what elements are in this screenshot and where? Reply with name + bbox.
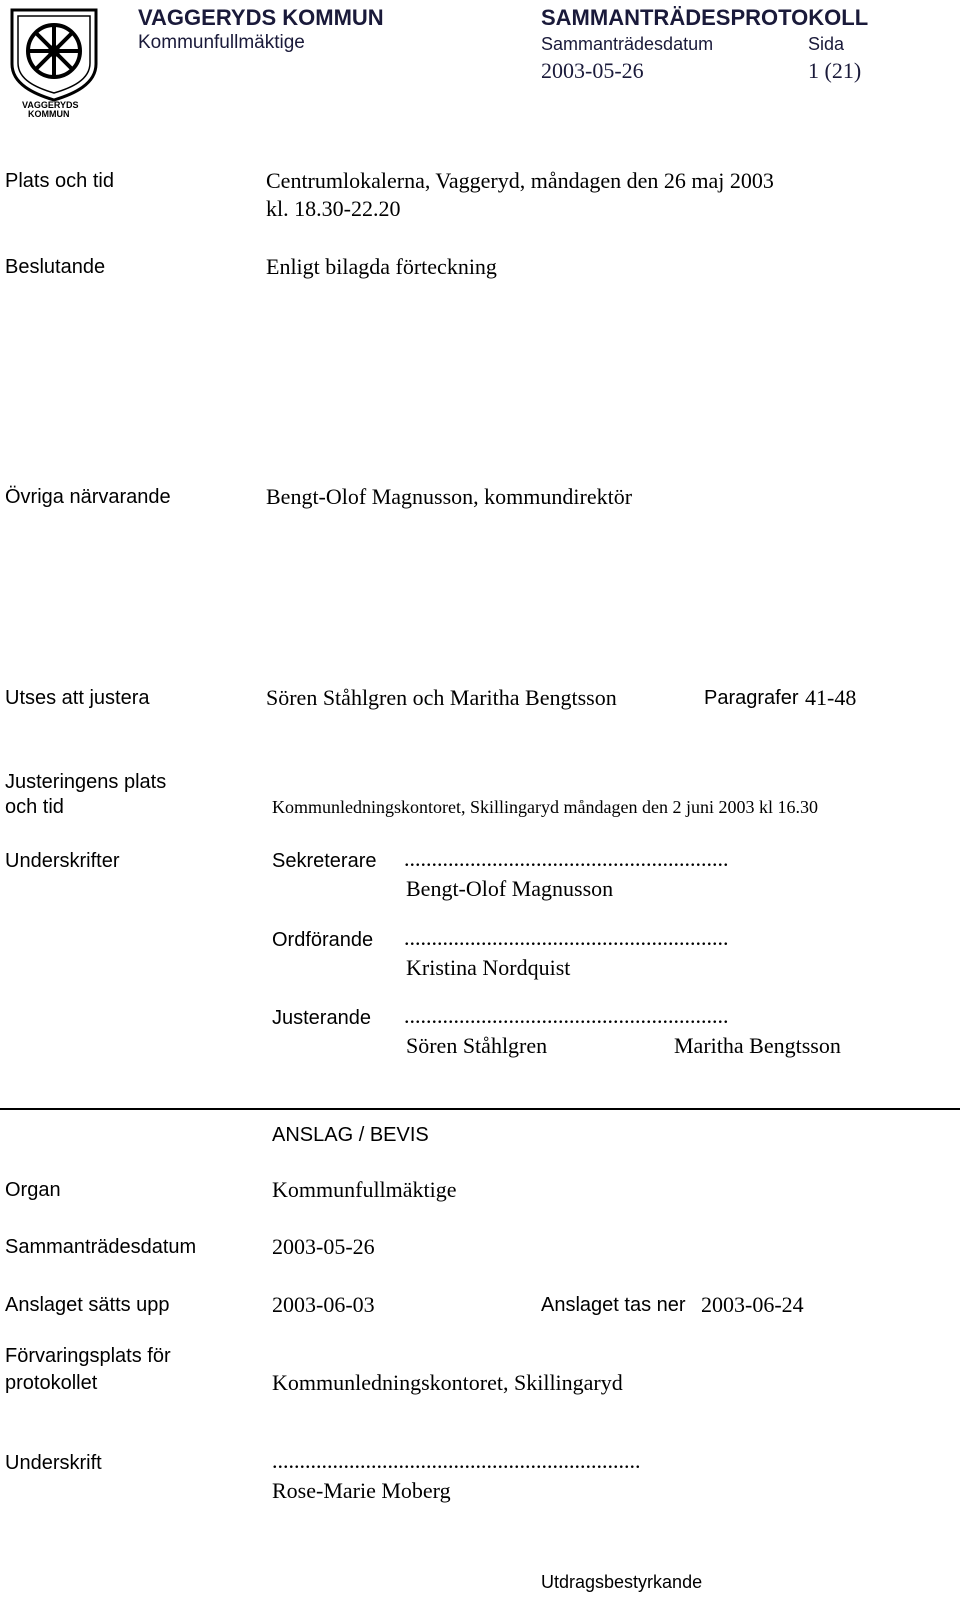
municipality-name: VAGGERYDS KOMMUN — [138, 5, 384, 30]
adjusters-label: Utses att justera — [5, 687, 150, 709]
place-time-label: Plats och tid — [5, 170, 114, 192]
adjusters-value: Sören Ståhlgren och Maritha Bengtsson — [266, 685, 617, 710]
adjuster-label: Justerande — [272, 1007, 371, 1029]
paragraphs-value: 41-48 — [805, 685, 857, 710]
notice-signature-line: ................................................................... — [272, 1448, 641, 1473]
page-number: 1 (21) — [808, 58, 862, 83]
place-time-line2: kl. 18.30-22.20 — [266, 196, 401, 221]
posted-value: 2003-06-03 — [272, 1292, 375, 1317]
notice-signature-name: Rose-Marie Moberg — [272, 1478, 451, 1503]
secretary-signature-line: ........................................................... — [404, 846, 729, 871]
municipality-logo — [8, 6, 100, 118]
place-time-line1: Centrumlokalerna, Vaggeryd, måndagen den 26 maj 2003 — [266, 168, 774, 193]
secretary-name: Bengt-Olof Magnusson — [406, 876, 614, 901]
document-type: SAMMANTRÄDESPROTOKOLL — [541, 5, 869, 30]
secretary-label: Sekreterare — [272, 850, 377, 872]
council-name: Kommunfullmäktige — [138, 32, 305, 53]
chair-label: Ordförande — [272, 929, 374, 951]
adjust-place-label-2: och tid — [5, 796, 64, 818]
storage-label-2: protokollet — [5, 1372, 98, 1394]
logo-text-line2: KOMMUN — [28, 109, 70, 119]
adjuster-name-2: Maritha Bengtsson — [674, 1033, 841, 1058]
notice-title: ANSLAG / BEVIS — [272, 1124, 429, 1146]
deciding-label: Beslutande — [5, 256, 106, 278]
signatures-label: Underskrifter — [5, 850, 120, 872]
others-present-value: Bengt-Olof Magnusson, kommundirektör — [266, 484, 633, 509]
adjust-place-value: Kommunledningskontoret, Skillingaryd måndagen den 2 juni 2003 kl 16.30 — [272, 797, 818, 817]
page-label: Sida — [808, 34, 845, 54]
posted-label: Anslaget sätts upp — [5, 1294, 170, 1316]
organ-value: Kommunfullmäktige — [272, 1177, 457, 1202]
storage-value: Kommunledningskontoret, Skillingaryd — [272, 1370, 623, 1395]
section-divider — [0, 1108, 960, 1110]
deciding-value: Enligt bilagda förteckning — [266, 254, 497, 279]
notice-meeting-date-label: Sammanträdesdatum — [5, 1236, 197, 1258]
chair-signature-line: ........................................................... — [404, 925, 729, 950]
adjust-place-label-1: Justeringens plats — [5, 771, 167, 793]
notice-meeting-date-value: 2003-05-26 — [272, 1234, 375, 1259]
notice-signature-label: Underskrift — [5, 1452, 102, 1474]
removed-value: 2003-06-24 — [701, 1292, 804, 1317]
chair-name: Kristina Nordquist — [406, 955, 571, 980]
organ-label: Organ — [5, 1179, 61, 1201]
removed-label: Anslaget tas ner — [541, 1294, 686, 1316]
adjuster-signature-line: ........................................................... — [404, 1003, 729, 1028]
paragraphs-label: Paragrafer — [704, 687, 799, 709]
others-present-label: Övriga närvarande — [5, 486, 171, 508]
meeting-date-value: 2003-05-26 — [541, 58, 644, 83]
adjuster-name-1: Sören Ståhlgren — [406, 1033, 548, 1058]
meeting-date-label: Sammanträdesdatum — [541, 34, 714, 54]
logo-text-line1: VAGGERYDS — [22, 100, 79, 110]
storage-label-1: Förvaringsplats för — [5, 1345, 171, 1367]
certification-footer: Utdragsbestyrkande — [541, 1572, 703, 1592]
